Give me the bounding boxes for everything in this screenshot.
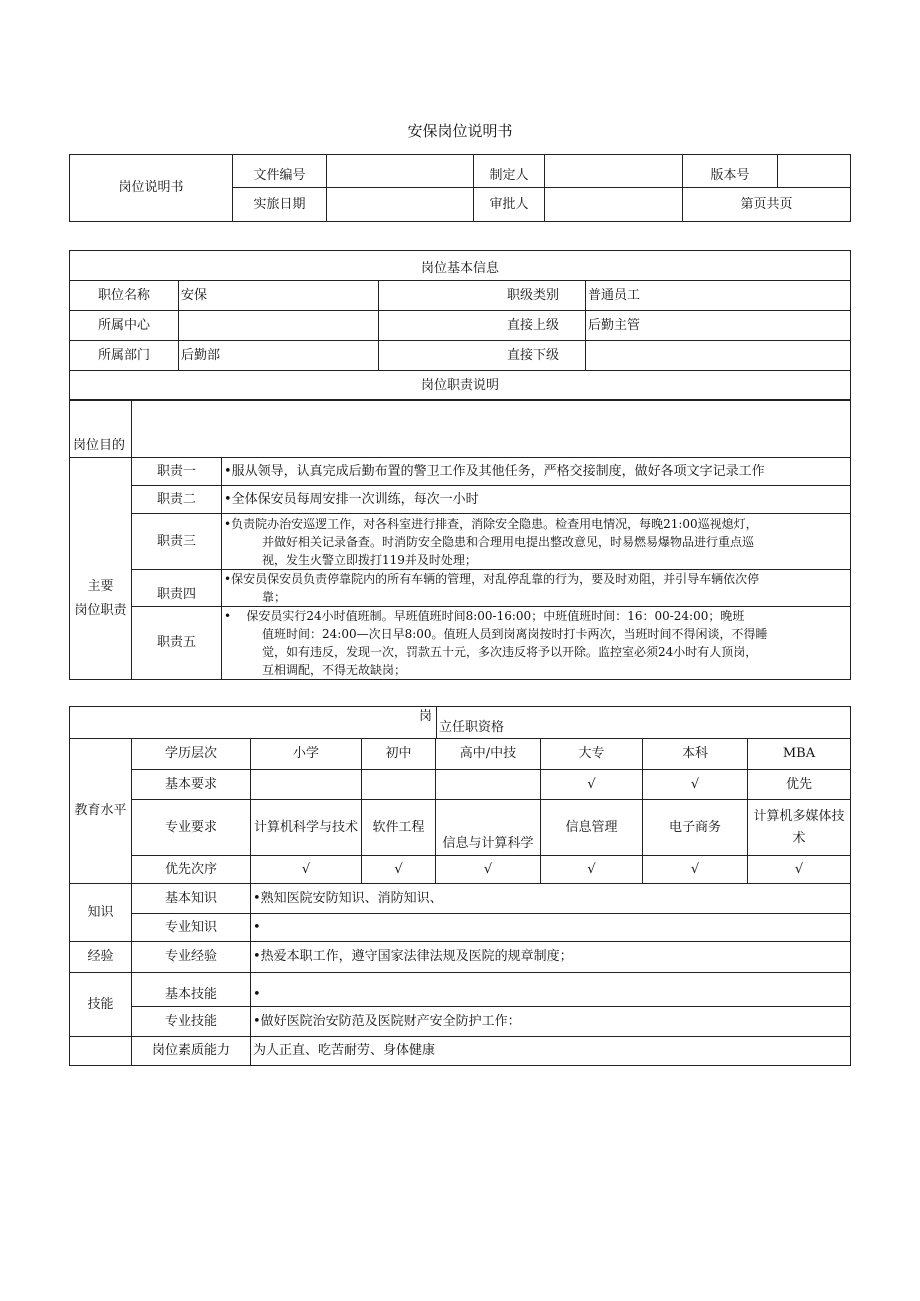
- duty-5-label: 职责五: [132, 607, 222, 680]
- pro-exp-value: •热爱本职工作，遵守国家法律法规及医院的规章制度；: [251, 942, 851, 973]
- duty-3-text: [222, 514, 851, 570]
- basic-info-table: [69, 250, 851, 401]
- priority-2: √: [362, 856, 436, 884]
- duty-1-text: [222, 458, 851, 486]
- file-no-label: 文件编号: [233, 155, 327, 188]
- duty-4-label: 职责四: [132, 570, 222, 607]
- duty-4-text: [222, 570, 851, 607]
- approver-label: 审批人: [474, 188, 545, 222]
- knowledge-label: 知识: [70, 884, 132, 942]
- subordinate-value: [586, 341, 851, 371]
- pro-exp-label: 专业经验: [132, 942, 251, 973]
- level-3: 高中/中技: [436, 739, 541, 770]
- duty-3-line3: 视，发生火警立即拨打119并及时处理；: [262, 552, 477, 567]
- basic-knowledge-label: 基本知识: [132, 884, 251, 914]
- subordinate-label: 直接下级: [379, 341, 586, 371]
- main-duty-label-2: 岗位职责: [74, 602, 127, 618]
- duty-5-line1: • 保安员实行24小时值班制。早班值班时间8:00-16:00；中班值班时间：16：00-24:00；晚班: [224, 609, 745, 623]
- qual-title-part2: 立任职资格: [439, 720, 505, 735]
- quality-value: 为人正直、吃苦耐劳、身体健康: [251, 1037, 851, 1066]
- grade-label: 职级类别: [379, 281, 586, 311]
- pro-knowledge-label: 专业知识: [132, 914, 251, 942]
- grade-value: 普通员工: [586, 281, 851, 311]
- maker-label: 制定人: [474, 155, 545, 188]
- qual-title-part1: 岗: [419, 709, 433, 724]
- approver-value: [545, 188, 683, 222]
- center-value: [179, 311, 379, 341]
- priority-1: √: [251, 856, 362, 884]
- superior-label: 直接上级: [379, 311, 586, 341]
- basic-knowledge-value: •熟知医院安防知识、消防知识、: [251, 884, 851, 914]
- basic-req-5: √: [643, 770, 748, 800]
- major-6: 计算机多媒体技术: [748, 800, 851, 856]
- quality-label: 岗位素质能力: [132, 1037, 251, 1066]
- edu-label: 教育水平: [70, 739, 132, 884]
- duties-table: [69, 399, 851, 680]
- duty-5-line3: 觉，如有违反，发现一次，罚款五十元，多次违反将予以开除。监控室必须24小时有人顶岗，: [262, 645, 758, 659]
- basic-req-label: 基本要求: [132, 770, 251, 800]
- level-4: 大专: [541, 739, 643, 770]
- superior-value: 后勤主管: [586, 311, 851, 341]
- basic-req-1: [251, 770, 362, 800]
- pro-skill-value: •做好医院治安防范及医院财产安全防护工作：: [251, 1007, 851, 1037]
- qualification-table: [69, 706, 851, 1066]
- page-title: 安保岗位说明书: [407, 122, 513, 140]
- duty-1-label: 职责一: [132, 458, 222, 486]
- priority-5: √: [643, 856, 748, 884]
- major-2: 软件工程: [362, 800, 436, 856]
- priority-4: √: [541, 856, 643, 884]
- dept-label: 所属部门: [70, 341, 179, 371]
- duty-5-line4: 互相调配，不得无故缺岗；: [262, 663, 407, 677]
- dept-value: 后勤部: [179, 341, 379, 371]
- priority-3: √: [436, 856, 541, 884]
- duty-section-title: 岗位职责说明: [70, 371, 851, 401]
- file-no-value: [327, 155, 474, 188]
- level-2: 初中: [362, 739, 436, 770]
- qual-title-divider: [436, 707, 437, 738]
- basic-req-4: √: [541, 770, 643, 800]
- major-req-label: 专业要求: [132, 800, 251, 856]
- level-6: MBA: [748, 739, 851, 770]
- duty-2-line1: •全体保安员每周安排一次训练，每次一小时: [224, 491, 479, 507]
- basic-req-6: 优先: [748, 770, 851, 800]
- duty-4-line1: •保安员保安员负责停靠院内的所有车辆的管理，对乱停乱靠的行为，要及时劝阻，并引导车辆依次停: [224, 572, 760, 586]
- basic-skill-label: 基本技能: [132, 973, 251, 1007]
- date-label: 实旅日期: [233, 188, 327, 222]
- version-label: 版本号: [683, 155, 778, 188]
- quality-empty: [70, 1037, 132, 1066]
- major-1: 计算机科学与技术: [251, 800, 362, 856]
- skill-label: 技能: [70, 973, 132, 1037]
- basic-req-2: [362, 770, 436, 800]
- maker-value: [545, 155, 683, 188]
- basic-section-title: 岗位基本信息: [70, 251, 851, 281]
- basic-skill-value: •: [251, 973, 851, 1007]
- level-label: 学历层次: [132, 739, 251, 770]
- duty-2-label: 职责二: [132, 486, 222, 514]
- duty-3-label: 职责三: [132, 514, 222, 570]
- duty-4-line2: 靠；: [262, 590, 287, 604]
- job-name-value: 安保: [179, 281, 379, 311]
- header-table: [69, 154, 851, 222]
- priority-label: 优先次序: [132, 856, 251, 884]
- pro-skill-label: 专业技能: [132, 1007, 251, 1037]
- major-5: 电子商务: [643, 800, 748, 856]
- qual-title-row: [70, 707, 851, 739]
- pro-knowledge-value: •: [251, 914, 851, 942]
- exp-label: 经验: [70, 942, 132, 973]
- duty-1-line1: •服从领导，认真完成后勤布置的警卫工作及其他任务，严格交接制度，做好各项文字记录工作: [224, 463, 765, 479]
- level-1: 小学: [251, 739, 362, 770]
- basic-req-3: [436, 770, 541, 800]
- page-info: 第页共页: [683, 188, 851, 222]
- duty-2-text: [222, 486, 851, 514]
- version-value: [778, 155, 851, 188]
- duty-5-line2: 值班时间：24:00—次日早8:00。值班人员到岗离岗按时打卡两次，当班时间不得闲谈，不得睡: [262, 627, 768, 641]
- main-duty-label: [70, 458, 132, 680]
- level-5: 本科: [643, 739, 748, 770]
- date-value: [327, 188, 474, 222]
- duty-3-line1: •负责院办治安巡逻工作，对各科室进行排查，消除安全隐患。检查用电情况，每晚21:00巡视熄灯，: [224, 516, 758, 531]
- main-duty-label-1: 主要: [87, 578, 114, 594]
- doc-label: 岗位说明书: [70, 155, 233, 222]
- major-3: 信息与计算科学: [436, 800, 541, 856]
- priority-6: √: [748, 856, 851, 884]
- major-4: 信息管理: [541, 800, 643, 856]
- job-name-label: 职位名称: [70, 281, 179, 311]
- center-label: 所属中心: [70, 311, 179, 341]
- duty-5-text: [222, 607, 851, 680]
- purpose-value: [132, 400, 851, 458]
- duty-3-line2: 并做好相关记录备查。时消防安全隐患和合理用电提出整改意见，时易燃易爆物品进行重点巡: [262, 534, 755, 549]
- purpose-label: 岗位目的: [70, 400, 132, 458]
